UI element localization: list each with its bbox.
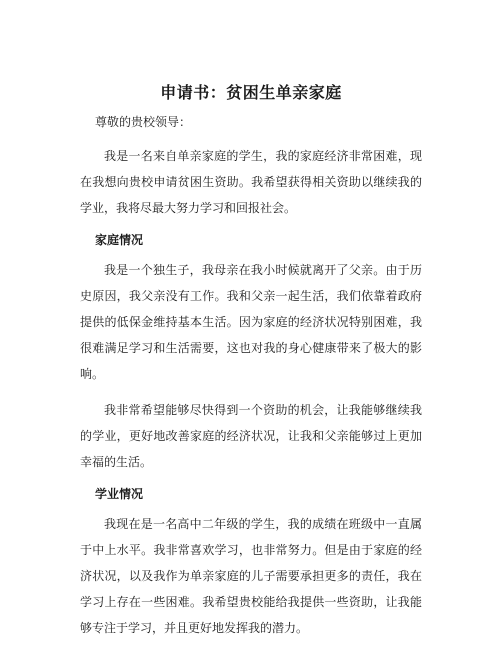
section-heading-family: 家庭情况 [95,233,144,247]
family-paragraph-1: 我是一个独生子，我母亲在我小时候就离开了父亲。由于历史原因，我父亲没有工作。我和父亲一起生活，我们依靠着政府提供的低保金维持基本生活。因为家庭的经济状况特别困难，我很难满足学习和生活需要，这也对我的身心健康带来了极大的影响。 [80,263,422,381]
family-paragraph-2: 我非常希望能够尽快得到一个资助的机会，让我能够继续我的学业，更好地改善家庭的经济状况，让我和父亲能够过上更加幸福的生活。 [80,403,422,469]
intro-paragraph: 我是一名来自单亲家庭的学生，我的家庭经济非常困难，现在我想向贵校申请贫困生资助。我希望获得相关资助以继续我的学业，我将尽最大努力学习和回报社会。 [80,149,422,215]
document-title: 申请书：贫困生单亲家庭 [160,83,342,102]
study-paragraph-1: 我现在是一名高中二年级的学生，我的成绩在班级中一直属于中上水平。我非常喜欢学习，也非常努力。但是由于家庭的经济状况，以及我作为单亲家庭的儿子需要承担更多的责任，我在学习上存在一些困难。我希望贵校能给我提供一些资助，让我能够专注于学习，并且更好地发挥我的潜力。 [80,517,422,635]
salutation: 尊敬的贵校领导： [95,115,192,129]
section-heading-study: 学业情况 [95,487,144,501]
